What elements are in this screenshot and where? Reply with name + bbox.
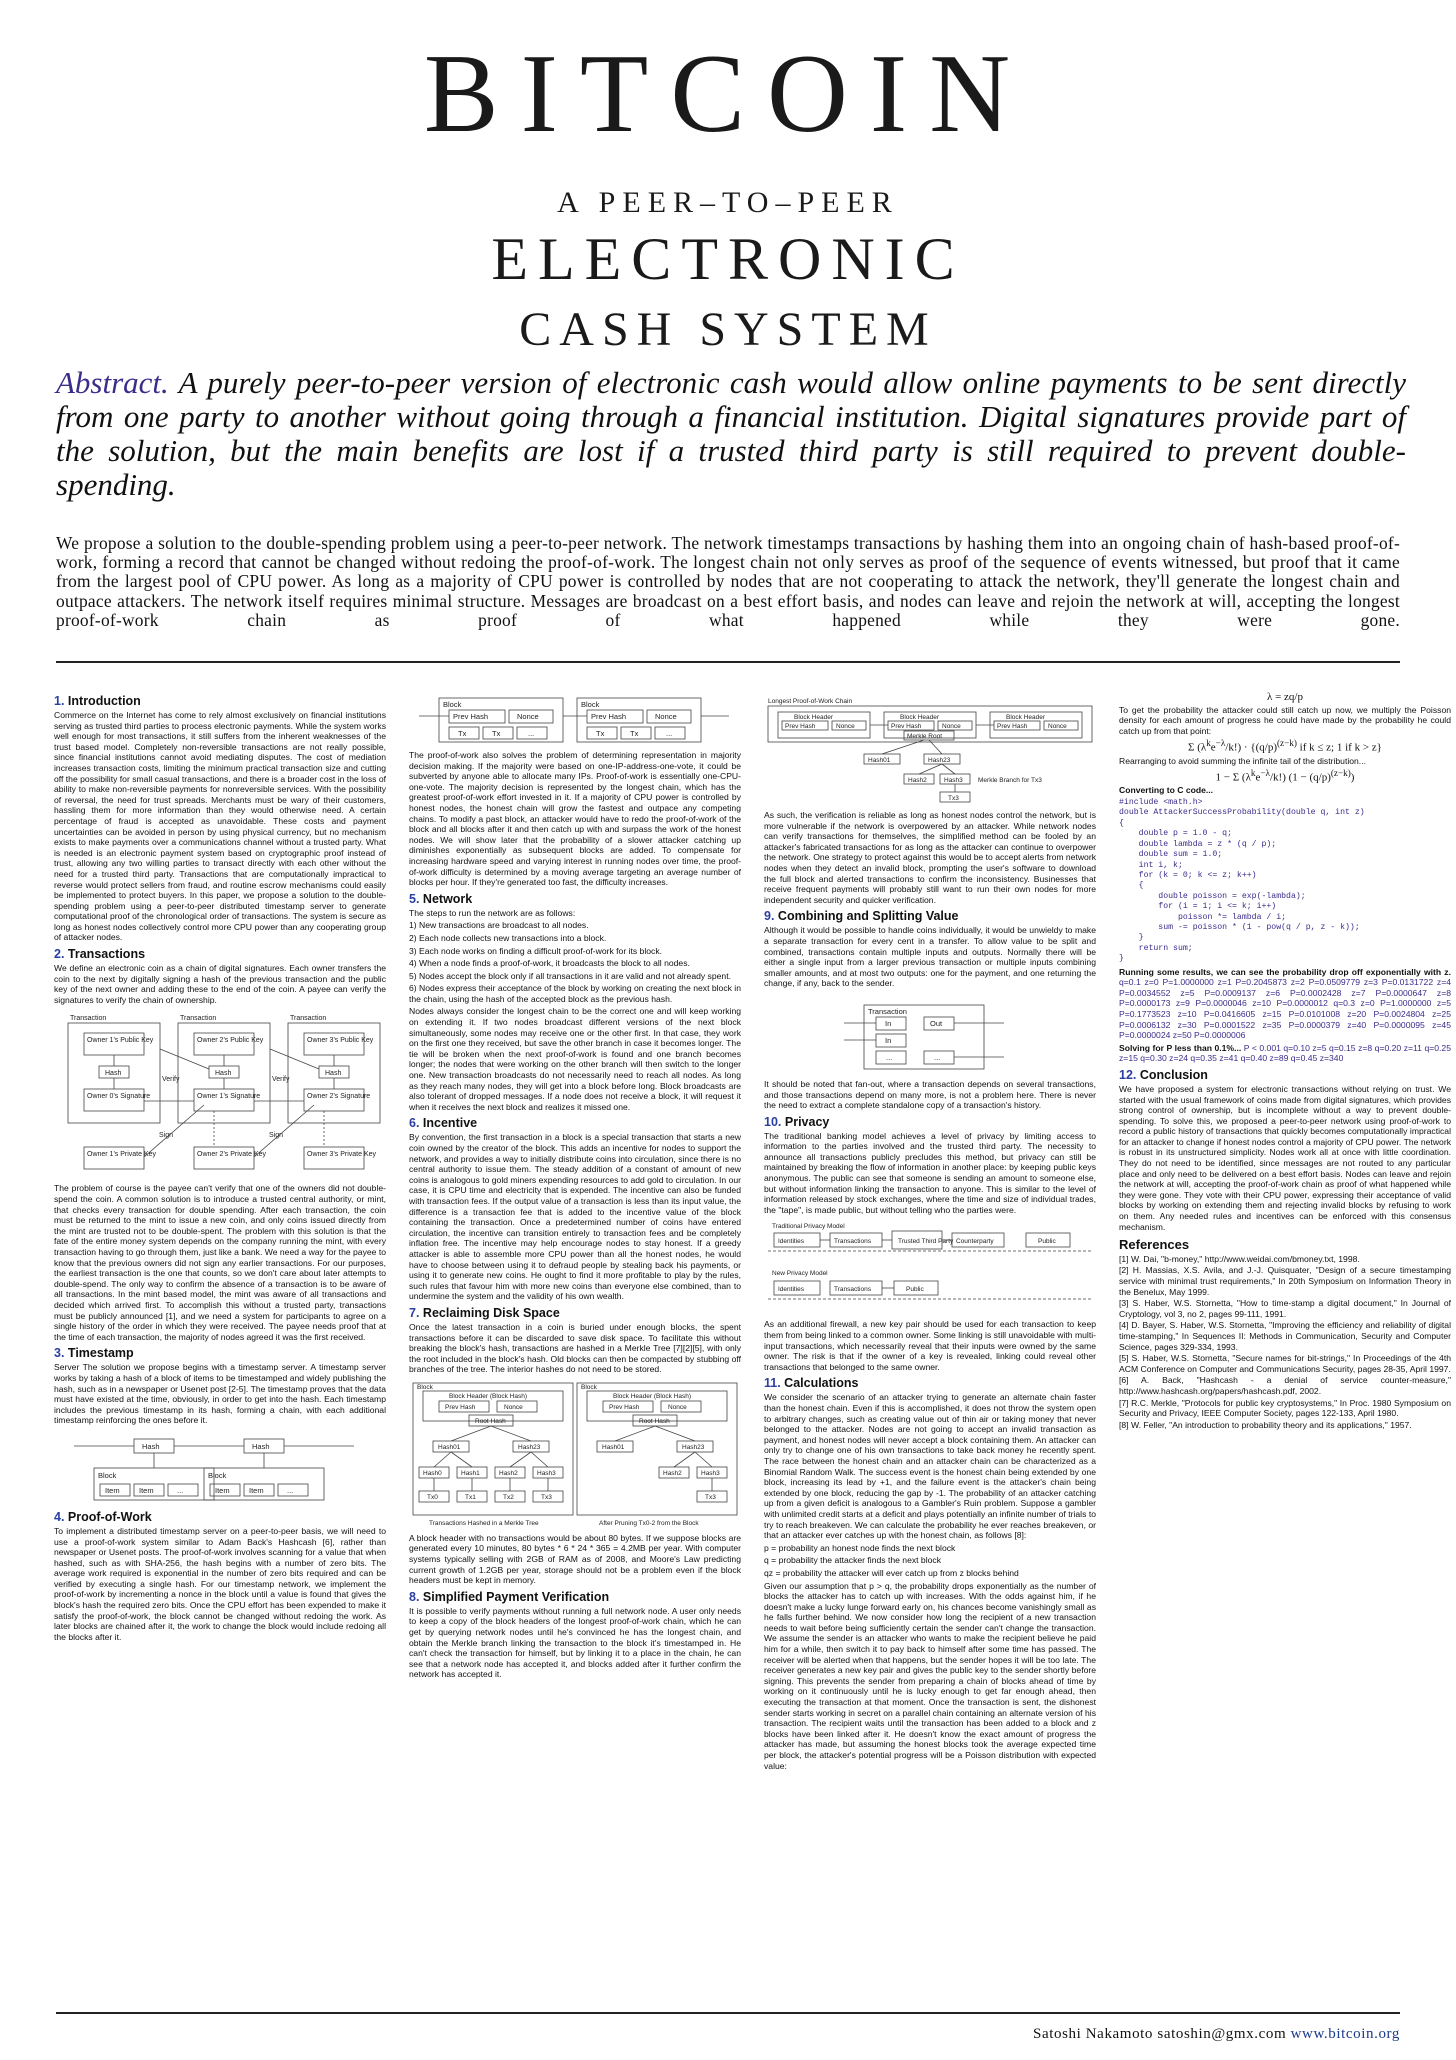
pow-ellipsis: ... xyxy=(528,729,535,738)
privacy-public: Public xyxy=(906,1286,924,1294)
paragraph: Server The solution we propose begins with a timestamp server. A timestamp server works by taking a hash of a block of items to be timestamped and widely publishing the hash, such as in a newspaper or Usenet post [2-5]. The timestamp proves that the data must have existed at the time, obviously, in order to get into the hash. Each timestamp includes the previous timestamp in its hash, forming a chain, with each additional timestamp reinforcing the ones before it. xyxy=(54,1362,386,1426)
summary: We propose a solution to the double-spending problem using a peer-to-peer network. The network timestamps transactions by hashing them into an ongoing chain of hash-based proof-of-work, forming a record that cannot be changed without redoing the proof-of-work. The longest chain not only serves as proof of the sequence of events witnessed, but proof that it came from the largest pool of CPU power. As long as a majority of CPU power is controlled by nodes that are not cooperating to attack the network, they'll generate the longest chain and outpace attackers. The network itself requires minimal structure. Messages are broadcast on a best effort basis, and nodes can leave and rejoin the network at will, accepting the longest proof-of-work chain as proof of what happened while they were gone. xyxy=(56,533,1400,630)
list-item: 5) Nodes accept the block only if all transactions in it are valid and not already spent. xyxy=(409,970,731,981)
pow-nonce: Nonce xyxy=(517,712,539,721)
spv-figure xyxy=(764,694,1096,806)
hash-label: Hash xyxy=(325,1070,342,1078)
ts-block: Block xyxy=(208,1470,227,1480)
spv-hash23: Hash23 xyxy=(928,757,951,764)
combine-in: In xyxy=(885,1035,892,1045)
ts-block: Block xyxy=(98,1470,117,1480)
hash-label: Hash xyxy=(105,1070,122,1078)
tx-label: Transaction xyxy=(290,1015,327,1023)
spv-nonce: Nonce xyxy=(836,723,855,730)
section-heading: 6. Incentive xyxy=(409,1116,478,1131)
privacy-traditional: Traditional Privacy Model xyxy=(772,1223,845,1231)
section-heading: 12. Conclusion xyxy=(1119,1067,1208,1082)
column-3 xyxy=(764,690,1096,2000)
code-title: Converting to C code... xyxy=(1119,785,1214,796)
privacy-identities: Identities xyxy=(778,1286,805,1294)
combine-transaction: Transaction xyxy=(868,1006,907,1016)
owner1-signature: Owner 1's Signature xyxy=(197,1093,261,1101)
spv-hash01: Hash01 xyxy=(868,757,891,764)
list-item: 1) New transactions are broadcast to all nodes. xyxy=(409,920,589,931)
reference-item: [6] A. Back, "Hashcash - a denial of service counter-measure," http://www.hashcash.org/papers/hashcash.pdf, 2002. xyxy=(1119,1375,1451,1396)
owner1-public-key: Owner 1's Public Key xyxy=(87,1037,154,1045)
merkle-hash2: Hash2 xyxy=(663,1469,682,1477)
paragraph: To implement a distributed timestamp server on a peer-to-peer basis, we will need to use a proof-of-work system similar to Adam Back's Hashcash [6], rather than newspaper or Usenet posts. The proof-of-work involves scanning for a value that when hashed, such as with SHA-256, the hash begins with a number of zero bits. The average work required is exponential in the number of zero bits required and can be verified by executing a single hash. For our timestamp network, we implement the proof-of-work by incrementing a nonce in the block until a value is found that gives the block's hash the required zero bits. Once the CPU effort has been expended to make it satisfy the proof-of-work, the block cannot be changed without redoing the work. As later blocks are chained after it, the work to change the block would include redoing all the blocks after it. xyxy=(54,1525,386,1642)
bottom-rule xyxy=(56,2012,1400,2014)
owner3-private-key: Owner 3's Private Key xyxy=(307,1151,377,1159)
merkle-block: Block xyxy=(581,1383,597,1391)
paragraph: It is possible to verify payments without running a full network node. A user only needs to keep a copy of the block headers of the longest proof-of-work chain, which he can get by querying network nodes until he's convinced he has the longest chain, and obtain the Merkle branch linking the transaction to the block it's timestamped in. He can't check the transaction for himself, but by linking it to a place in the chain, he can see that a network node has accepted it, and blocks added after it further confirm the network has accepted it. xyxy=(409,1605,741,1680)
spv-block-header: Block Header xyxy=(900,714,940,721)
pow-tx: Tx xyxy=(492,729,501,738)
paragraph: The steps to run the network are as follows: xyxy=(409,907,576,918)
merkle-hash01: Hash01 xyxy=(438,1443,461,1451)
paragraph: Rearranging to avoid summing the infinite tail of the distribution... xyxy=(1119,755,1366,766)
merkle-hash2: Hash2 xyxy=(499,1469,518,1477)
reference-item: [1] W. Dai, "b-money," http://www.weidai.com/bmoney.txt, 1998. xyxy=(1119,1253,1360,1264)
title-peer-to-peer: A PEER–TO–PEER xyxy=(557,186,899,219)
references-title: References xyxy=(1119,1237,1190,1253)
tx-label: Transaction xyxy=(70,1015,107,1023)
merkle-tx0: Tx0 xyxy=(427,1493,438,1501)
pow-prev-hash: Prev Hash xyxy=(453,712,489,721)
ts-item: Item xyxy=(249,1485,264,1495)
merkle-figure xyxy=(409,1379,741,1529)
paragraph: We have proposed a system for electronic transactions without relying on trust. We started with the usual framework of coins made from digital signatures, which provides strong control of ownership, but is incomplete without a way to prevent double-spending. To solve this, we proposed a peer-to-peer network using proof-of-work to record a public history of transactions that quickly becomes computationally impractical for an attacker to change if honest nodes control a majority of CPU power. The network is robust in its unstructured simplicity. Nodes work all at once with little coordination. They do not need to be identified, since messages are not routed to any particular place and only need to be delivered on a best effort basis. Nodes can leave and rejoin the network at will, accepting the proof-of-work chain as proof of what happened while they were gone. They vote with their CPU power, expressing their acceptance of valid blocks by working on extending them and rejecting invalid blocks by refusing to work on them. Any needed rules and incentives can be enforced with this consensus mechanism. xyxy=(1119,1083,1451,1232)
merkle-hash0: Hash0 xyxy=(423,1469,442,1477)
reference-item: [4] D. Bayer, S. Haber, W.S. Stornetta, "Improving the efficiency and reliability of digital time-stamping," In Sequences II: Methods in Communication, Security and Computer Science, pages 329-334, 1993. xyxy=(1119,1320,1451,1352)
paragraph: The traditional banking model achieves a level of privacy by limiting access to information to the parties involved and the trusted third party. The necessity to announce all transactions publicly precludes this method, but privacy can still be maintained by breaking the flow of information in another place: by keeping public keys anonymous. The public can see that someone is sending an amount to someone else, but without information linking the transaction to anyone. This is similar to the level of information released by stock exchanges, where the time and size of individual trades, the "tape", is made public, but without telling who the parties were. xyxy=(764,1130,1096,1215)
references xyxy=(1119,1237,1451,1430)
spv-hash3: Hash3 xyxy=(944,777,963,784)
merkle-root-hash: Root Hash xyxy=(639,1417,670,1425)
spv-prev-hash: Prev Hash xyxy=(891,723,922,730)
privacy-new: New Privacy Model xyxy=(772,1270,828,1278)
privacy-public: Public xyxy=(1038,1238,1056,1246)
ts-ellipsis: ... xyxy=(287,1485,294,1495)
spv-block-header: Block Header xyxy=(1006,714,1046,721)
reference-item: [7] R.C. Merkle, "Protocols for public key cryptosystems," In Proc. 1980 Symposium on Security and Privacy, IEEE Computer Society, pages 122-133, April 1980. xyxy=(1119,1397,1451,1419)
pow-tx: Tx xyxy=(630,729,639,738)
owner0-signature: Owner 0's Signature xyxy=(87,1093,151,1101)
pow-ellipsis: ... xyxy=(666,729,673,738)
spv-title: Longest Proof-of-Work Chain xyxy=(768,698,853,705)
spv-tx3: Tx3 xyxy=(948,795,959,802)
ts-item: Item xyxy=(215,1485,230,1495)
spv-hash2: Hash2 xyxy=(908,777,927,784)
combine-ellipsis: ... xyxy=(934,1052,941,1062)
section-heading: 1. Introduction xyxy=(54,694,141,708)
owner2-signature: Owner 2's Signature xyxy=(307,1093,371,1101)
merkle-hash01: Hash01 xyxy=(602,1443,625,1451)
verify-label: Verify xyxy=(162,1076,180,1084)
list-item: 3) Each node works on finding a difficult proof-of-work for its block. xyxy=(409,945,662,956)
section-heading: 4. Proof-of-Work xyxy=(54,1509,152,1524)
combine-ellipsis: ... xyxy=(886,1052,893,1062)
section-heading: 10. Privacy xyxy=(764,1114,830,1129)
merkle-prev-hash: Prev Hash xyxy=(445,1403,476,1411)
ts-hash: Hash xyxy=(252,1441,270,1451)
title-bitcoin: BITCOIN xyxy=(423,32,1033,156)
merkle-hash23: Hash23 xyxy=(682,1443,705,1451)
paragraph: Once the latest transaction in a coin is buried under enough blocks, the spent transactions before it can be discarded to save disk space. To facilitate this without breaking the block's hash, transactions are hashed in a Merkle Tree [7][2][5], with only the root included in the block's hash. Old blocks can then be compacted by stubbing off branches of the tree. The interior hashes do not need to be stored. xyxy=(409,1321,741,1375)
privacy-figure xyxy=(764,1219,1096,1315)
pow-prev-hash: Prev Hash xyxy=(591,712,627,721)
transactions-figure xyxy=(54,1009,386,1179)
owner2-public-key: Owner 2's Public Key xyxy=(197,1037,264,1045)
section-heading: 9. Combining and Splitting Value xyxy=(764,909,959,924)
footer-author: Satoshi Nakamoto satoshin@gmx.com xyxy=(1033,2026,1287,2042)
timestamp-figure xyxy=(54,1430,386,1506)
paragraph: As an additional firewall, a new key pair should be used for each transaction to keep them from being linked to a common owner. Some linking is still unavoidable with multi-input transactions, which necessarily reveal that their inputs were owned by the same owner. The risk is that if the owner of a key is revealed, linking could reveal other transactions that belonged to the same owner. xyxy=(764,1319,1096,1372)
privacy-transactions: Transactions xyxy=(834,1238,871,1246)
list-item: 2) Each node collects new transactions into a block. xyxy=(409,932,607,943)
column-1 xyxy=(54,690,386,2000)
top-rule xyxy=(56,661,1400,663)
pow-block: Block xyxy=(443,700,462,709)
paragraph: We consider the scenario of an attacker trying to generate an alternate chain faster than the honest chain. Even if this is accomplished, it does not throw the system open to arbitrary changes, such as creating value out of thin air or taking money that never belonged to the attacker. Nodes are not going to accept an invalid transaction as payment, and honest nodes will never accept a block containing them. An attacker can only try to change one of his own transactions to take back money he recently spent. The race between the honest chain and an attacker chain can be characterized as a Binomial Random Walk. The success event is the honest chain being extended by one block, increasing its lead by +1, and the failure event is the attacker's chain being extended by one block, reducing the gap by -1. The probability of an attacker catching up from a given deficit is analogous to a Gambler's Ruin problem. Suppose a gambler with unlimited credit starts at a deficit and plays potentially an infinite number of trials to try to reach breakeven. We can calculate the probability he ever reaches breakeven, or that an attacker ever catches up with the honest chain, as follows [8]: xyxy=(764,1392,1096,1541)
merkle-root-hash: Root Hash xyxy=(475,1417,506,1425)
paragraph: Although it would be possible to handle coins individually, it would be unwieldy to make a separate transaction for every cent in a transfer. To allow value to be split and combined, transactions contain multiple inputs and outputs. Normally there will be either a single input from a larger previous transaction or multiple inputs combining smaller amounts, and at most two outputs: one for the payment, and one returning the change, if any, back to the sender. xyxy=(764,925,1096,989)
merkle-nonce: Nonce xyxy=(504,1403,523,1411)
paragraph: As such, the verification is reliable as long as honest nodes control the network, but is more vulnerable if the network is overpowered by an attacker. While network nodes can verify transactions for themselves, the simplified method can be fooled by an attacker's fabricated transactions for as long as the attacker can continue to overpower the network. One strategy to protect against this would be to accept alerts from network nodes when they detect an invalid block, prompting the user's software to download the full block and alerted transactions to confirm the inconsistency. Businesses that receive frequent payments will probably still want to run their own nodes for more independent security and quicker verification. xyxy=(764,810,1096,905)
paragraph: Given our assumption that p > q, the probability drops exponentially as the number of blocks the attacker has to catch up with increases. With the odds against him, if he doesn't make a lucky lunge forward early on, his chances become vanishingly small as he falls further behind. We now consider how long the recipient of a new transaction needs to wait before being sufficiently certain the sender can't change the transaction. We assume the sender is an attacker who wants to make the recipient believe he paid him for a while, then switch it to pay back to himself after some time has passed. The receiver will be alerted when that happens, but the sender hopes it will be too late. The receiver generates a new key pair and gives the public key to the sender shortly before signing. This prevents the sender from preparing a chain of blocks ahead of time by working on it continuously until he is lucky enough to get far enough ahead, then executing the transaction at that moment. Once the transaction is sent, the dishonest sender starts working in secret on a parallel chain containing an alternate version of his transaction. The recipient waits until the transaction has been added to a block and z blocks have been linked after it. He doesn't know the exact amount of progress the attacker has made, but assuming the honest blocks took the average expected time per block, the attacker's potential progress will be a Poisson distribution with expected value: xyxy=(764,1580,1096,1771)
rearranged-equation: 1 − Σ $(\lambda^ke^{-\lambda}/k!) (1 - (q/p)^{(z-k)})$ xyxy=(1215,768,1355,784)
abstract-label: Abstract. xyxy=(56,365,169,400)
combine-figure xyxy=(764,993,1096,1075)
pow-block: Block xyxy=(581,700,600,709)
sign-label: Sign xyxy=(269,1132,284,1140)
title-cash-system: CASH SYSTEM xyxy=(519,303,937,356)
merkle-block-header: Block Header (Block Hash) xyxy=(449,1392,528,1400)
paragraph: Nodes always consider the longest chain to be the correct one and will keep working on extending it. If two nodes broadcast different versions of the next block simultaneously, some nodes may receive one or the other first. In that case, they work on the first one they received, but save the other branch in case it becomes longer. The tie will be broken when the next proof-of-work is found and one branch becomes longer; the nodes that were working on the other branch will then switch to the longer one. New transaction broadcasts do not necessarily need to reach all nodes. As long as they reach many nodes, they will get into a block before long. Block broadcasts are also tolerant of dropped messages. If a node does not receive a block, it will request it when it receives the next block and realizes it missed one. xyxy=(409,1006,741,1112)
merkle-hash23: Hash23 xyxy=(518,1443,541,1451)
title-electronic: ELECTRONIC xyxy=(491,226,965,292)
merkle-block-header: Block Header (Block Hash) xyxy=(613,1392,692,1400)
spv-block-header: Block Header xyxy=(794,714,834,721)
spv-nonce: Nonce xyxy=(1048,723,1067,730)
privacy-transactions: Transactions xyxy=(834,1286,871,1294)
merkle-hash3: Hash3 xyxy=(537,1469,556,1477)
column-4 xyxy=(1119,690,1451,2000)
catch-up-equation: Σ $(\lambda^ke^{-\lambda}/k!) \cdot \{(q/p)^{(z-k)}$ if k ≤ z; 1 if k > z} xyxy=(1188,738,1382,755)
paragraph: We define an electronic coin as a chain of digital signatures. Each owner transfers the coin to the next by digitally signing a hash of the previous transaction and the public key of the next owner and adding these to the end of the coin. A payee can verify the signatures to verify the chain of ownership. xyxy=(54,963,386,1005)
merkle-nonce: Nonce xyxy=(668,1403,687,1411)
section-heading: 11. Calculations xyxy=(764,1376,859,1391)
c-code: #include <math.h> double AttackerSuccessProbability(double q, int z) { double p = 1.0 - q; double lambda = z * (q / p); double sum = 1.0; int i, k; for (k = 0; k <= z; k++) { double poisson = exp(-lambda); for (i = 1; i <= k; i++) poisson *= lambda / i; sum -= poisson * (1 - pow(q / p, z - k)); } return sum; } xyxy=(1119,798,1365,964)
merkle-tx3: Tx3 xyxy=(541,1493,552,1501)
merkle-tx3: Tx3 xyxy=(705,1493,716,1501)
owner3-public-key: Owner 3's Public Key xyxy=(307,1037,374,1045)
merkle-caption-left: Transactions Hashed in a Merkle Tree xyxy=(429,1519,539,1527)
results: Running some results, we can see the probability drop off exponentially with z. q=0.1 z=0 P=1.0000000 z=1 P=0.2045873 z=2 P=0.0509779 z=3 P=0.0131722 z=4 P=0.0034552 z=5 P=0.0009137 z=6 P=0.0002428 z=7 P=0.0000647 z=8 P=0.0000173 z=9 P=0.0000046 z=10 P=0.0000012 q=0.3 z=0 P=1.0000000 z=5 P=0.1773523 z=10 P=0.0416605 z=15 P=0.0101008 z=20 P=0.0024804 z=25 P=0.0006132 z=30 P=0.0001522 z=35 P=0.0000379 z=40 P=0.0000095 z=45 P=0.0000024 z=50 P=0.0000006 xyxy=(1119,966,1451,1041)
poisson-equation: λ = zq/p xyxy=(1267,691,1303,703)
merkle-caption-right: After Pruning Tx0-2 from the Block xyxy=(599,1519,699,1527)
definition: q = probability the attacker finds the next block xyxy=(764,1555,941,1566)
reference-item: [3] S. Haber, W.S. Stornetta, "How to time-stamp a digital document," In Journal of Cryptology, vol 3, no 2, pages 99-111, 1991. xyxy=(1119,1298,1451,1319)
pow-figure xyxy=(409,694,741,746)
sign-label: Sign xyxy=(159,1132,174,1140)
ts-item: Item xyxy=(105,1485,120,1495)
hash-label: Hash xyxy=(215,1070,232,1078)
section-heading: 3. Timestamp xyxy=(54,1346,134,1361)
owner2-private-key: Owner 2's Private Key xyxy=(197,1151,267,1159)
paragraph: It should be noted that fan-out, where a transaction depends on several transactions, and those transactions depend on many more, is not a problem here. There is never the need to extract a complete standalone copy of a transaction's history. xyxy=(764,1078,1096,1111)
abstract xyxy=(56,366,1406,502)
merkle-tx2: Tx2 xyxy=(503,1493,514,1501)
reference-item: [2] H. Massias, X.S. Avila, and J.-J. Quisquater, "Design of a secure timestamping service with minimal trust requirements," In 20th Symposium on Information Theory in the Benelux, May 1999. xyxy=(1119,1265,1451,1297)
footer xyxy=(1033,2026,1400,2043)
verify-label: Verify xyxy=(272,1076,290,1084)
spv-nonce: Nonce xyxy=(942,723,961,730)
paragraph: Commerce on the Internet has come to rely almost exclusively on financial institutions serving as trusted third parties to process electronic payments. While the system works well enough for most transactions, it still suffers from the inherent weaknesses of the trust based model. Completely non-reversible transactions are not really possible, since financial institutions cannot avoid mediating disputes. The cost of mediation increases transaction costs, limiting the minimum practical transaction size and cutting off the possibility for small casual transactions, and there is a broader cost in the loss of ability to make non-reversible payments for nonreversible services. With the possibility of reversal, the need for trust spreads. Merchants must be wary of their customers, hassling them for more information than they would otherwise need. A certain percentage of fraud is accepted as unavoidable. These costs and payment uncertainties can be avoided in person by using physical currency, but no mechanism exists to make payments over a communications channel without a trusted party. What is needed is an electronic payment system based on cryptographic proof instead of trust, allowing any two willing parties to transact directly with each other without the need for a trusted third party. Transactions that are computationally impractical to reverse would protect sellers from fraud, and routine escrow mechanisms could easily be implemented to protect buyers. In this paper, we propose a solution to the double-spending problem using a peer-to-peer distributed timestamp server to generate computational proof of the chronological order of transactions. The system is secure as long as honest nodes collectively control more CPU power than any cooperating group of attacker nodes. xyxy=(54,710,386,943)
combine-in: In xyxy=(885,1018,892,1028)
pow-tx: Tx xyxy=(596,729,605,738)
abstract-text: A purely peer-to-peer version of electronic cash would allow online payments to be sent directly from one party to another without going through a financial institution. Digital signatures provide part of the solution, but the main benefits are lost if a trusted third party is still required to prevent double-spending. xyxy=(56,365,1406,502)
list-item: 4) When a node finds a proof-of-work, it broadcasts the block to all nodes. xyxy=(409,958,690,969)
section-heading: 2. Transactions xyxy=(54,947,146,962)
merkle-hash1: Hash1 xyxy=(461,1469,480,1477)
section-heading: 7. Reclaiming Disk Space xyxy=(409,1305,560,1320)
footer-url[interactable]: www.bitcoin.org xyxy=(1290,2026,1400,2042)
tx-label: Transaction xyxy=(180,1015,217,1023)
definition: qz = probability the attacker will ever catch up from z blocks behind xyxy=(764,1567,1019,1578)
reference-item: [8] W. Feller, "An introduction to probability theory and its applications," 1957. xyxy=(1119,1419,1412,1430)
column-2 xyxy=(409,690,741,2000)
paragraph: By convention, the first transaction in a block is a special transaction that starts a new coin owned by the creator of the block. This adds an incentive for nodes to support the network, and provides a way to initially distribute coins into circulation, since there is no central authority to issue them. The steady addition of a constant of amount of new coins is analogous to gold miners expending resources to add gold to circulation. In our case, it is CPU time and electricity that is expended. The incentive can also be funded with transaction fees. If the output value of a transaction is less than its input value, the difference is a transaction fee that is added to the incentive value of the block containing the transaction. Once a predetermined number of coins have entered circulation, the incentive can transition entirely to transaction fees and be completely inflation free. The incentive may help encourage nodes to stay honest. If a greedy attacker is able to assemble more CPU power than all the honest nodes, he would have to choose between using it to defraud people by stealing back his payments, or using it to generate new coins. He ought to find it more profitable to play by the rules, such rules that favour him with more new coins than everyone else combined, than to undermine the system and the validity of his own wealth. xyxy=(409,1132,741,1302)
section-heading: 5. Network xyxy=(409,891,473,906)
section-heading: 8. Simplified Payment Verification xyxy=(409,1589,610,1604)
ts-ellipsis: ... xyxy=(177,1485,184,1495)
owner1-private-key: Owner 1's Private Key xyxy=(87,1151,157,1159)
definition: p = probability an honest node finds the next block xyxy=(764,1542,956,1553)
spv-merkle-root: Merkle Root xyxy=(907,733,943,740)
merkle-tx1: Tx1 xyxy=(465,1493,476,1501)
paragraph: The proof-of-work also solves the problem of determining representation in majority decision making. If the majority were based on one-IP-address-one-vote, it could be subverted by anyone able to allocate many IPs. Proof-of-work is essentially one-CPU-one-vote. The majority decision is represented by the longest chain, which has the greatest proof-of-work effort invested in it. If a majority of CPU power is controlled by honest nodes, the honest chain will grow the fastest and outpace any competing chains. To modify a past block, an attacker would have to redo the proof-of-work of the block and all blocks after it and then catch up with and surpass the work of the honest nodes. We will show later that the probability of a slower attacker catching up diminishes exponentially as subsequent blocks are added. To compensate for increasing hardware speed and varying interest in running nodes over time, the proof-of-work difficulty is determined by a moving average targeting an average number of blocks per hour. If they're generated too fast, the difficulty increases. xyxy=(409,750,741,888)
privacy-identities: Identities xyxy=(778,1238,805,1246)
paragraph: To get the probability the attacker could still catch up now, we multiply the Poisson density for each amount of progress he could have made by the probability he could catch up from that point: xyxy=(1119,704,1451,736)
list-item: 6) Nodes express their acceptance of the block by working on creating the next block in the chain, using the hash of the accepted block as the previous hash. xyxy=(409,983,741,1004)
privacy-ttp: Trusted Third Party xyxy=(898,1238,954,1246)
ts-hash: Hash xyxy=(142,1441,160,1451)
merkle-prev-hash: Prev Hash xyxy=(609,1403,640,1411)
paragraph: A block header with no transactions would be about 80 bytes. If we suppose blocks are generated every 10 minutes, 80 bytes * 6 * 24 * 365 = 4.2MB per year. With computer systems typically selling with 2GB of RAM as of 2008, and Moore's Law predicting current growth of 1.2GB per year, storage should not be a problem even if the block headers must be kept in memory. xyxy=(409,1532,741,1586)
solve: Solving for P less than 0.1%... P < 0.001 q=0.10 z=5 q=0.15 z=8 q=0.20 z=11 q=0.25 z=15 q=0.30 z=24 q=0.35 z=41 q=0.40 z=89 q=0.45 z=340 xyxy=(1119,1042,1451,1064)
ts-item: Item xyxy=(139,1485,154,1495)
pow-nonce: Nonce xyxy=(655,712,677,721)
spv-prev-hash: Prev Hash xyxy=(785,723,816,730)
reference-item: [5] S. Haber, W.S. Stornetta, "Secure names for bit-strings," In Proceedings of the 4th ACM Conference on Computer and Communications Security, pages 28-35, April 1997. xyxy=(1119,1353,1451,1374)
merkle-block: Block xyxy=(417,1383,433,1391)
merkle-hash3: Hash3 xyxy=(701,1469,720,1477)
spv-prev-hash: Prev Hash xyxy=(997,723,1028,730)
privacy-counterparty: Counterparty xyxy=(956,1238,994,1246)
spv-branch: Merkle Branch for Tx3 xyxy=(978,777,1042,784)
paragraph: The problem of course is the payee can't verify that one of the owners did not double-spend the coin. A common solution is to introduce a trusted central authority, or mint, that checks every transaction for double spending. After each transaction, the coin must be returned to the mint to issue a new coin, and only coins issued directly from the mint are trusted not to be double-spent. The problem with this solution is that the fate of the entire money system depends on the company running the mint, with every transaction having to go through them, just like a bank. We need a way for the payee to know that the previous owners did not sign any earlier transactions. For our purposes, the earliest transaction is the one that counts, so we don't care about later attempts to double-spend. The only way to confirm the absence of a transaction is to be aware of all transactions. In the mint based model, the mint was aware of all transactions and decided which arrived first. To accomplish this without a trusted party, transactions must be publicly announced [1], and we need a system for participants to agree on a single history of the order in which they were received. The payee needs proof that at the time of each transaction, the majority of nodes agreed it was the first received. xyxy=(54,1183,386,1342)
pow-tx: Tx xyxy=(458,729,467,738)
combine-out: Out xyxy=(930,1018,943,1028)
